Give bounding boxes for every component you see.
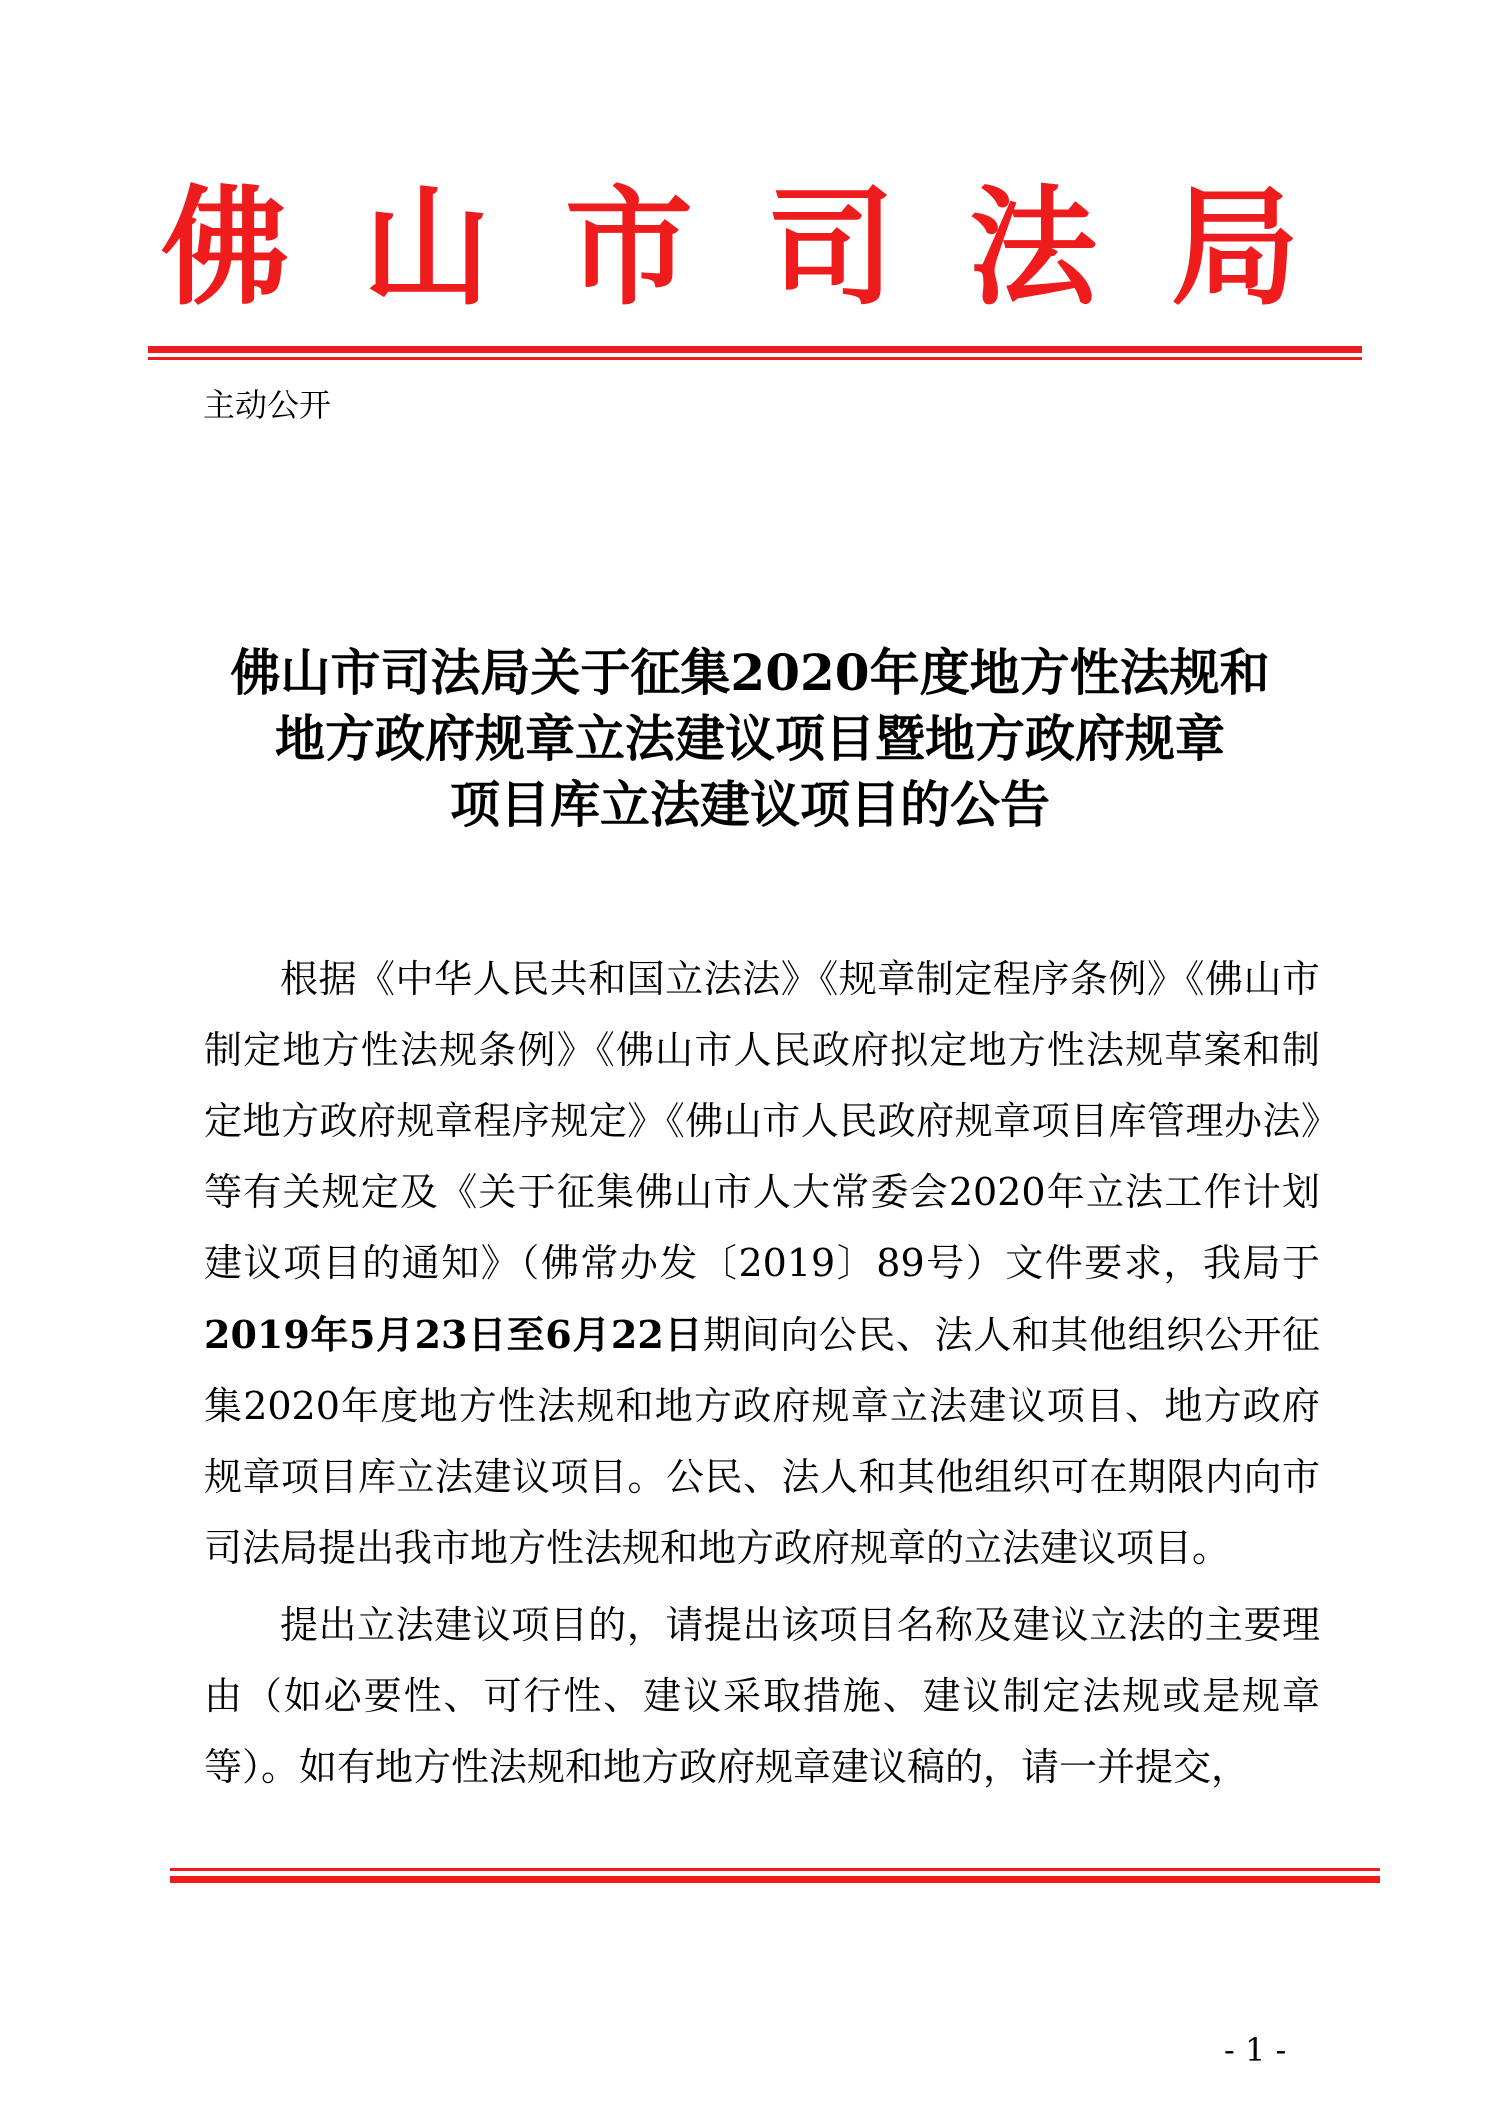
document-title	[150, 640, 1350, 838]
page-number: - 1 -	[1224, 2031, 1287, 2069]
collection-period: 2019年5月23日至6月22日	[204, 1312, 703, 1357]
footer-red-rule-thin	[170, 1868, 1380, 1871]
issuing-authority-masthead	[150, 168, 1310, 328]
masthead-char: 佛	[160, 173, 289, 323]
disclosure-label: 主动公开	[203, 386, 332, 424]
body-paragraph	[204, 944, 1320, 1584]
paragraph-text: 根据《中华人民共和国立法法》《规章制定程序条例》《佛山市制定地方性法规条例》《佛山市人民政府拟定地方性法规草案和制定地方政府规章程序规定》《佛山市人民政府规章项目库管理办法》等有关规定及《关于征集佛山市人大常委会2020年立法工作计划建议项目的通知》（佛常办发〔2019〕89号）文件要求，我局于	[204, 957, 1320, 1285]
header-red-rule-thin	[148, 357, 1362, 360]
header-red-rule-thick	[148, 346, 1362, 353]
masthead-char: 山	[362, 173, 491, 323]
paragraph-text: 期间向公民、法人和其他组织公开征集2020年度地方性法规和地方政府规章立法建议项目、地方政府规章项目库立法建议项目。公民、法人和其他组织可在期限内向市司法局提出我市地方性法规和地方政府规章的立法建议项目。	[204, 1313, 1320, 1570]
title-line: 项目库立法建议项目的公告	[450, 775, 1050, 834]
masthead-char: 法	[968, 173, 1097, 323]
masthead-char: 局	[1170, 173, 1299, 323]
document-body	[204, 944, 1320, 1803]
masthead-char: 司	[766, 173, 895, 323]
body-paragraph: 提出立法建议项目的，请提出该项目名称及建议立法的主要理由（如必要性、可行性、建议采取措施、建议制定法规或是规章等）。如有地方性法规和地方政府规章建议稿的，请一并提交，	[204, 1603, 1320, 1789]
footer-red-rule-thick	[170, 1876, 1380, 1883]
title-line: 佛山市司法局关于征集2020年度地方性法规和	[230, 643, 1270, 702]
title-line: 地方政府规章立法建议项目暨地方政府规章	[275, 709, 1225, 768]
masthead-char: 市	[564, 173, 693, 323]
